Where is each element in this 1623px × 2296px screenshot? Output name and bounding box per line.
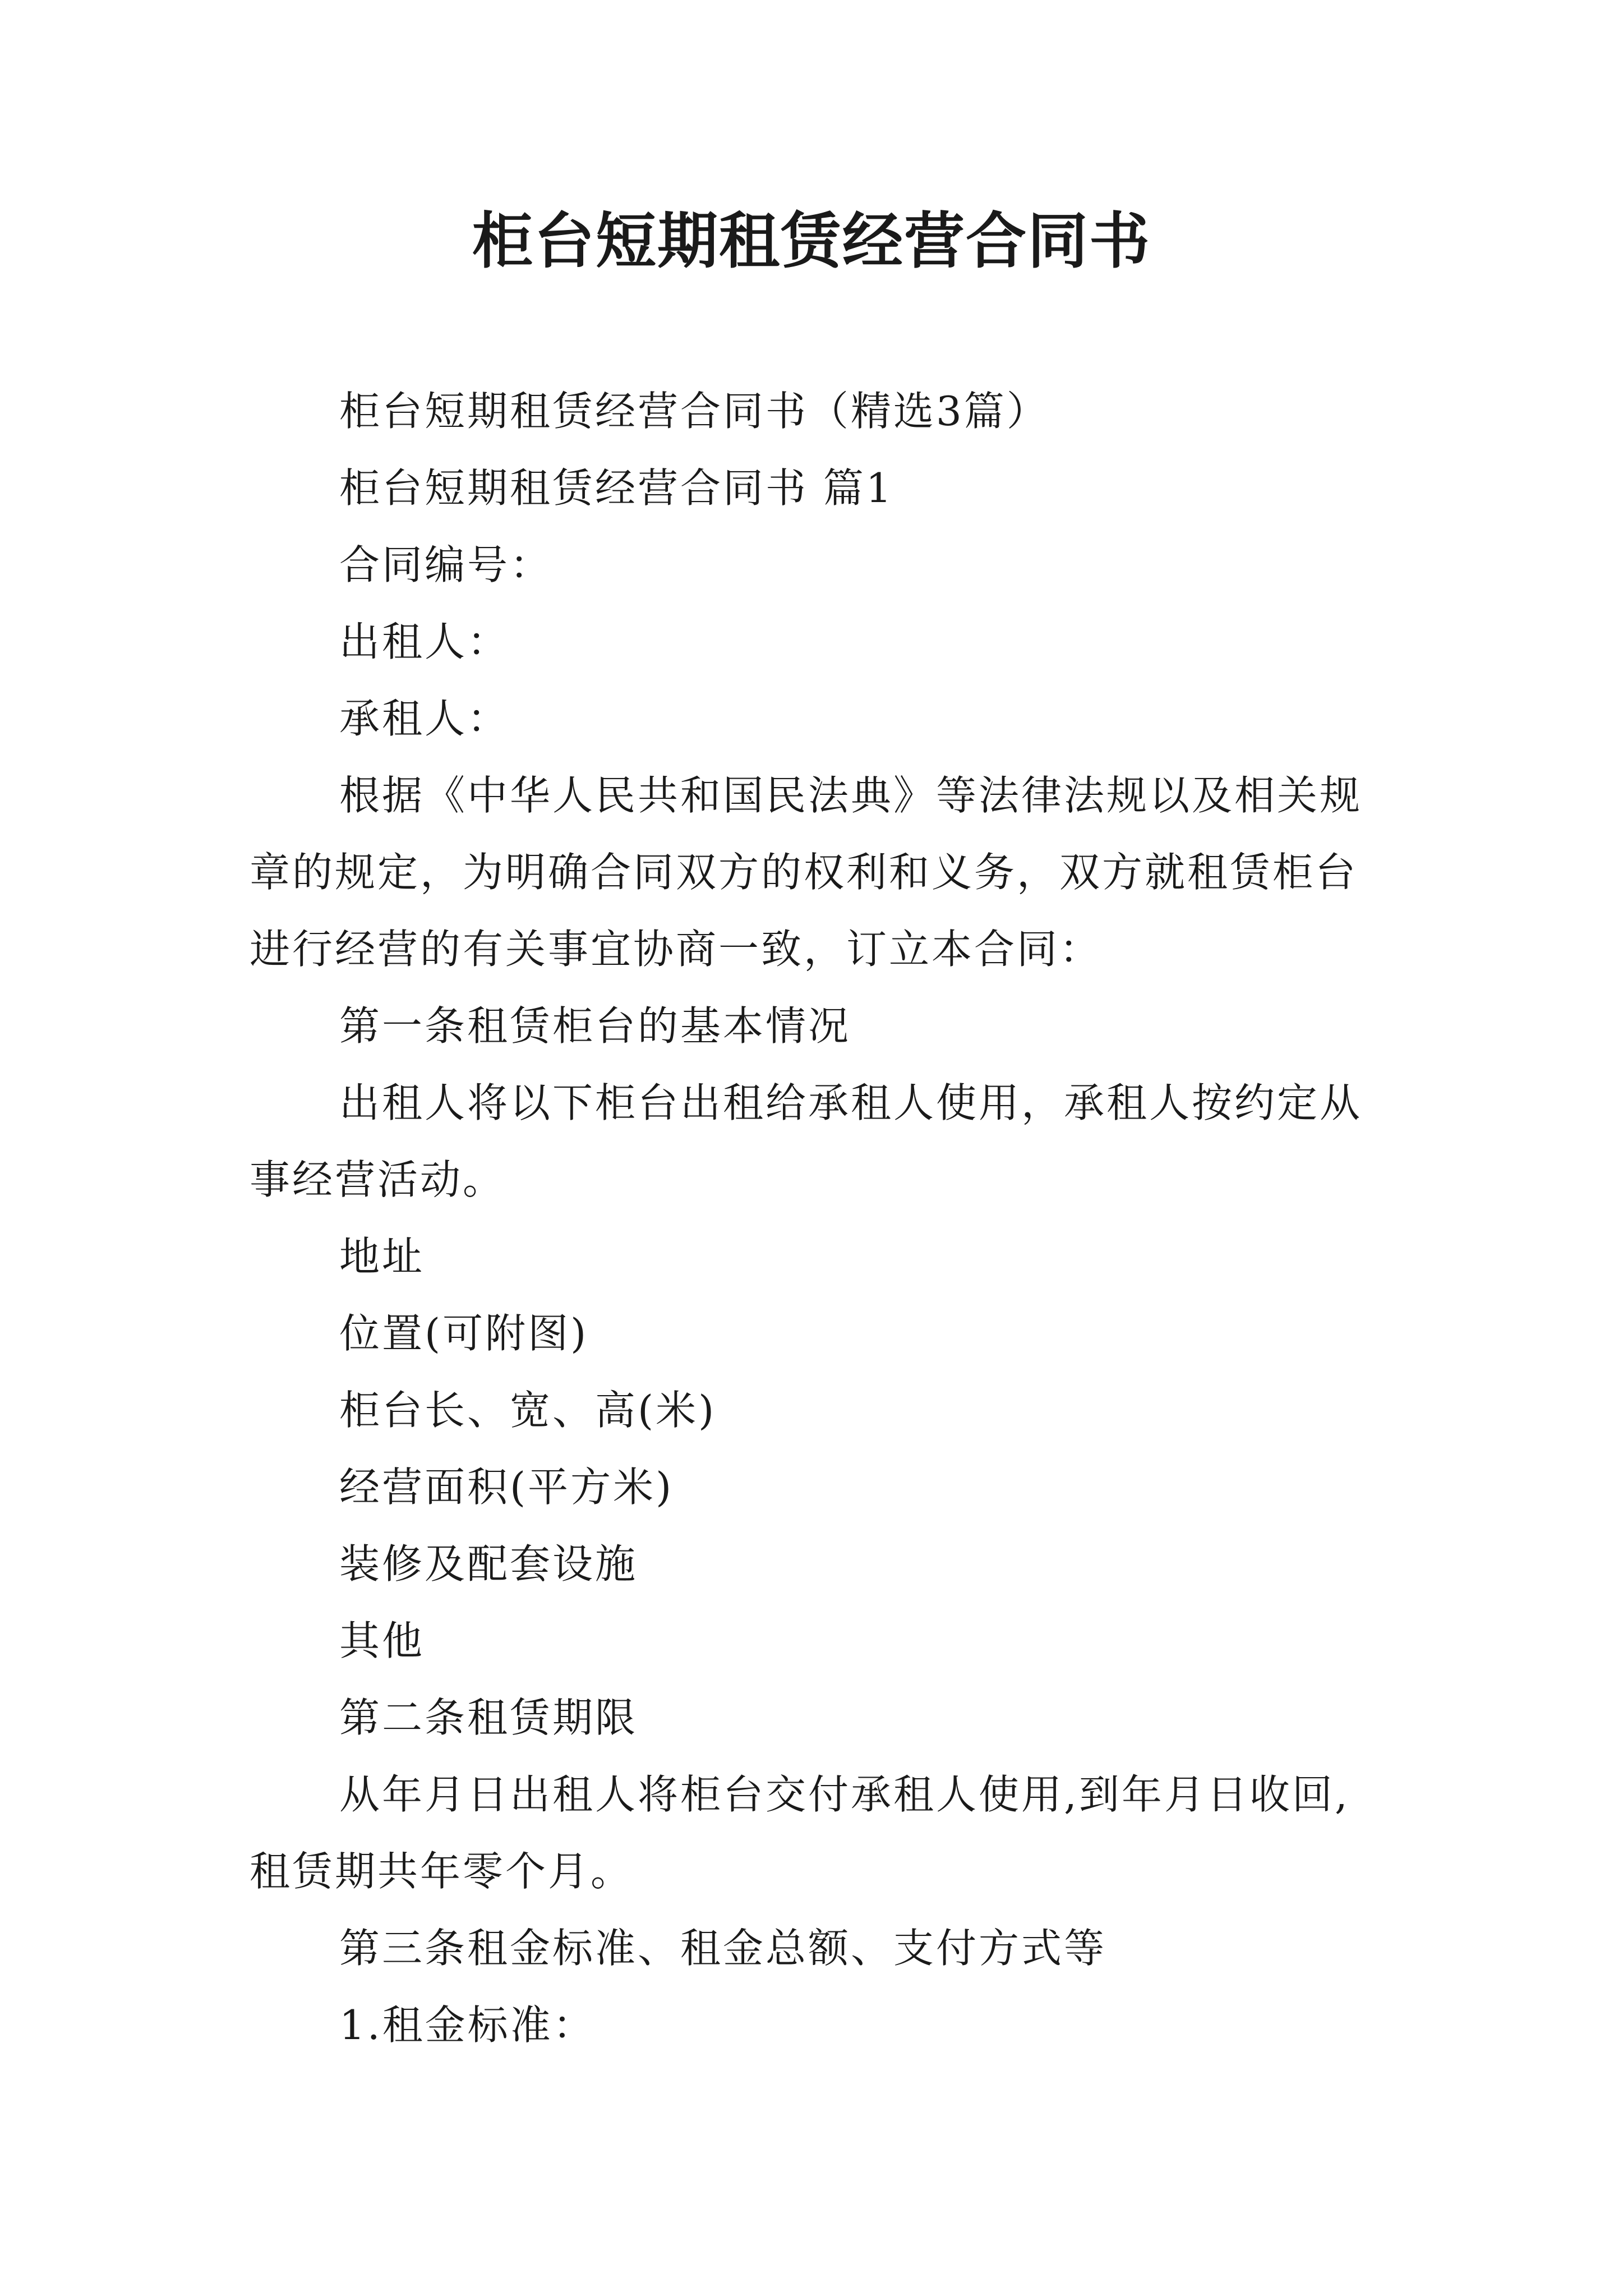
document-title: 柜台短期租赁经营合同书: [472, 206, 1151, 277]
paragraph-article-3-heading: 第三条租金标准、租金总额、支付方式等: [339, 1925, 1107, 1972]
paragraph-lessee: 承租人：: [339, 695, 510, 742]
paragraph-other: 其他: [339, 1617, 425, 1664]
paragraph-address: 地址: [339, 1233, 425, 1280]
paragraph-rent-standard: 1.租金标准：: [339, 2001, 596, 2049]
paragraph-article-2-body: 从年月日出租人将柜台交付承租人使用,到年月日收回,租赁期共年零个月。: [250, 1771, 1350, 1895]
paragraph-contract-number: 合同编号：: [339, 541, 553, 588]
paragraph-subtitle: 柜台短期租赁经营合同书（精选3篇）: [339, 388, 1049, 435]
paragraph-area: 经营面积(平方米): [339, 1464, 674, 1511]
paragraph-article-2-heading: 第二条租赁期限: [339, 1694, 638, 1741]
paragraph-article-1-heading: 第一条租赁柜台的基本情况: [339, 1002, 851, 1050]
paragraph-dimensions: 柜台长、宽、高(米): [339, 1387, 717, 1434]
paragraph-article-1-body: 出租人将以下柜台出租给承租人使用，承租人按约定从事经营活动。: [250, 1079, 1363, 1203]
paragraph-lessor: 出租人：: [339, 618, 510, 665]
paragraph-facilities: 装修及配套设施: [339, 1540, 638, 1588]
paragraph-preamble: 根据《中华人民共和国民法典》等法律法规以及相关规章的规定，为明确合同双方的权利和义务，双方就租赁柜台进行经营的有关事宜协商一致，订立本合同：: [250, 772, 1363, 973]
paragraph-section-heading: 柜台短期租赁经营合同书 篇1: [339, 464, 894, 512]
paragraph-location: 位置(可附图): [339, 1310, 589, 1357]
document-body: [250, 373, 1388, 2064]
